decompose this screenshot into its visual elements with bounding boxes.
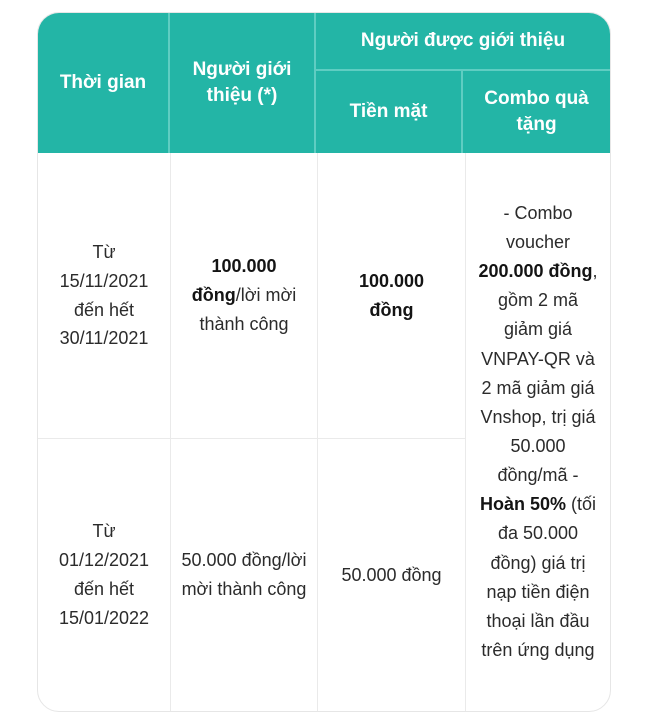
column-header-time: Thời gian (38, 13, 170, 153)
cell-combo-merged (466, 189, 610, 676)
combo-item1-rest: , gồm 2 mã giảm giá VNPAY-QR và 2 mã giảm giá Vnshop, trị giá 50.000 đồng/mã (480, 261, 598, 486)
table-row (171, 153, 317, 439)
combo-item1-prefix: - Combo voucher (503, 202, 573, 252)
column-header-referrer: Người giới thiệu (*) (170, 13, 316, 153)
cash-r1-unit: đồng (369, 299, 414, 320)
time-r1-line4: 30/11/2021 (59, 328, 149, 349)
time-r2-line2: 01/12/2021 (58, 550, 150, 571)
referrer-r2-suffix: /lời mời thành công (181, 550, 307, 599)
referrer-r2-amount: 50.000 (181, 550, 237, 571)
referrer-r1-suffix: /lời mời thành công (199, 285, 297, 334)
column-cash (318, 153, 466, 711)
table-body (38, 153, 610, 711)
combo-item2-bold: Hoàn 50% (479, 494, 566, 515)
cash-r2-amount: 50.000 đồng (341, 564, 442, 585)
referrer-r2-unit: đồng (241, 550, 282, 571)
table-row (171, 439, 317, 711)
column-header-combo: Combo quà tặng (484, 88, 589, 135)
column-referrer (171, 153, 318, 711)
column-subheader-row (316, 71, 610, 153)
time-r2-line3: đến hết (73, 579, 135, 599)
table-row (38, 439, 170, 711)
time-r2-line1: Từ (92, 521, 116, 542)
time-r1-line2: 15/11/2021 (59, 270, 149, 291)
combo-item1-bold: 200.000 đồng (478, 261, 593, 282)
column-header-group-referred (316, 13, 610, 153)
cash-r1-amount: 100.000 (358, 270, 425, 291)
cell-referrer-row2 (179, 546, 309, 604)
column-combo (466, 153, 610, 711)
column-header-referred-title: Người được giới thiệu (316, 13, 610, 71)
cell-time-row1 (60, 238, 149, 353)
table-header-row (38, 13, 610, 153)
cell-referrer-row1 (179, 252, 309, 338)
table-row (318, 439, 465, 711)
referrer-r1-unit: đồng (191, 285, 236, 306)
referral-promotion-table (37, 12, 611, 712)
time-r2-line4: 15/01/2022 (58, 607, 150, 628)
referrer-r1-amount: 100.000 (211, 256, 277, 277)
cell-cash-row2 (341, 561, 441, 590)
cell-cash-row1 (359, 267, 424, 325)
cell-time-row2 (59, 517, 149, 632)
combo-item2-prefix: - (572, 465, 579, 486)
time-r1-line1: Từ (92, 241, 116, 262)
table-row (38, 153, 170, 439)
table-row (318, 153, 465, 439)
column-header-cash: Tiền mặt (316, 71, 463, 153)
time-r1-line3: đến hết (73, 299, 135, 320)
column-time (38, 153, 171, 711)
combo-item2-rest: (tối đa 50.000 đồng) giá trị nạp tiền điện thoại lần đầu trên ứng dụng (481, 494, 597, 661)
